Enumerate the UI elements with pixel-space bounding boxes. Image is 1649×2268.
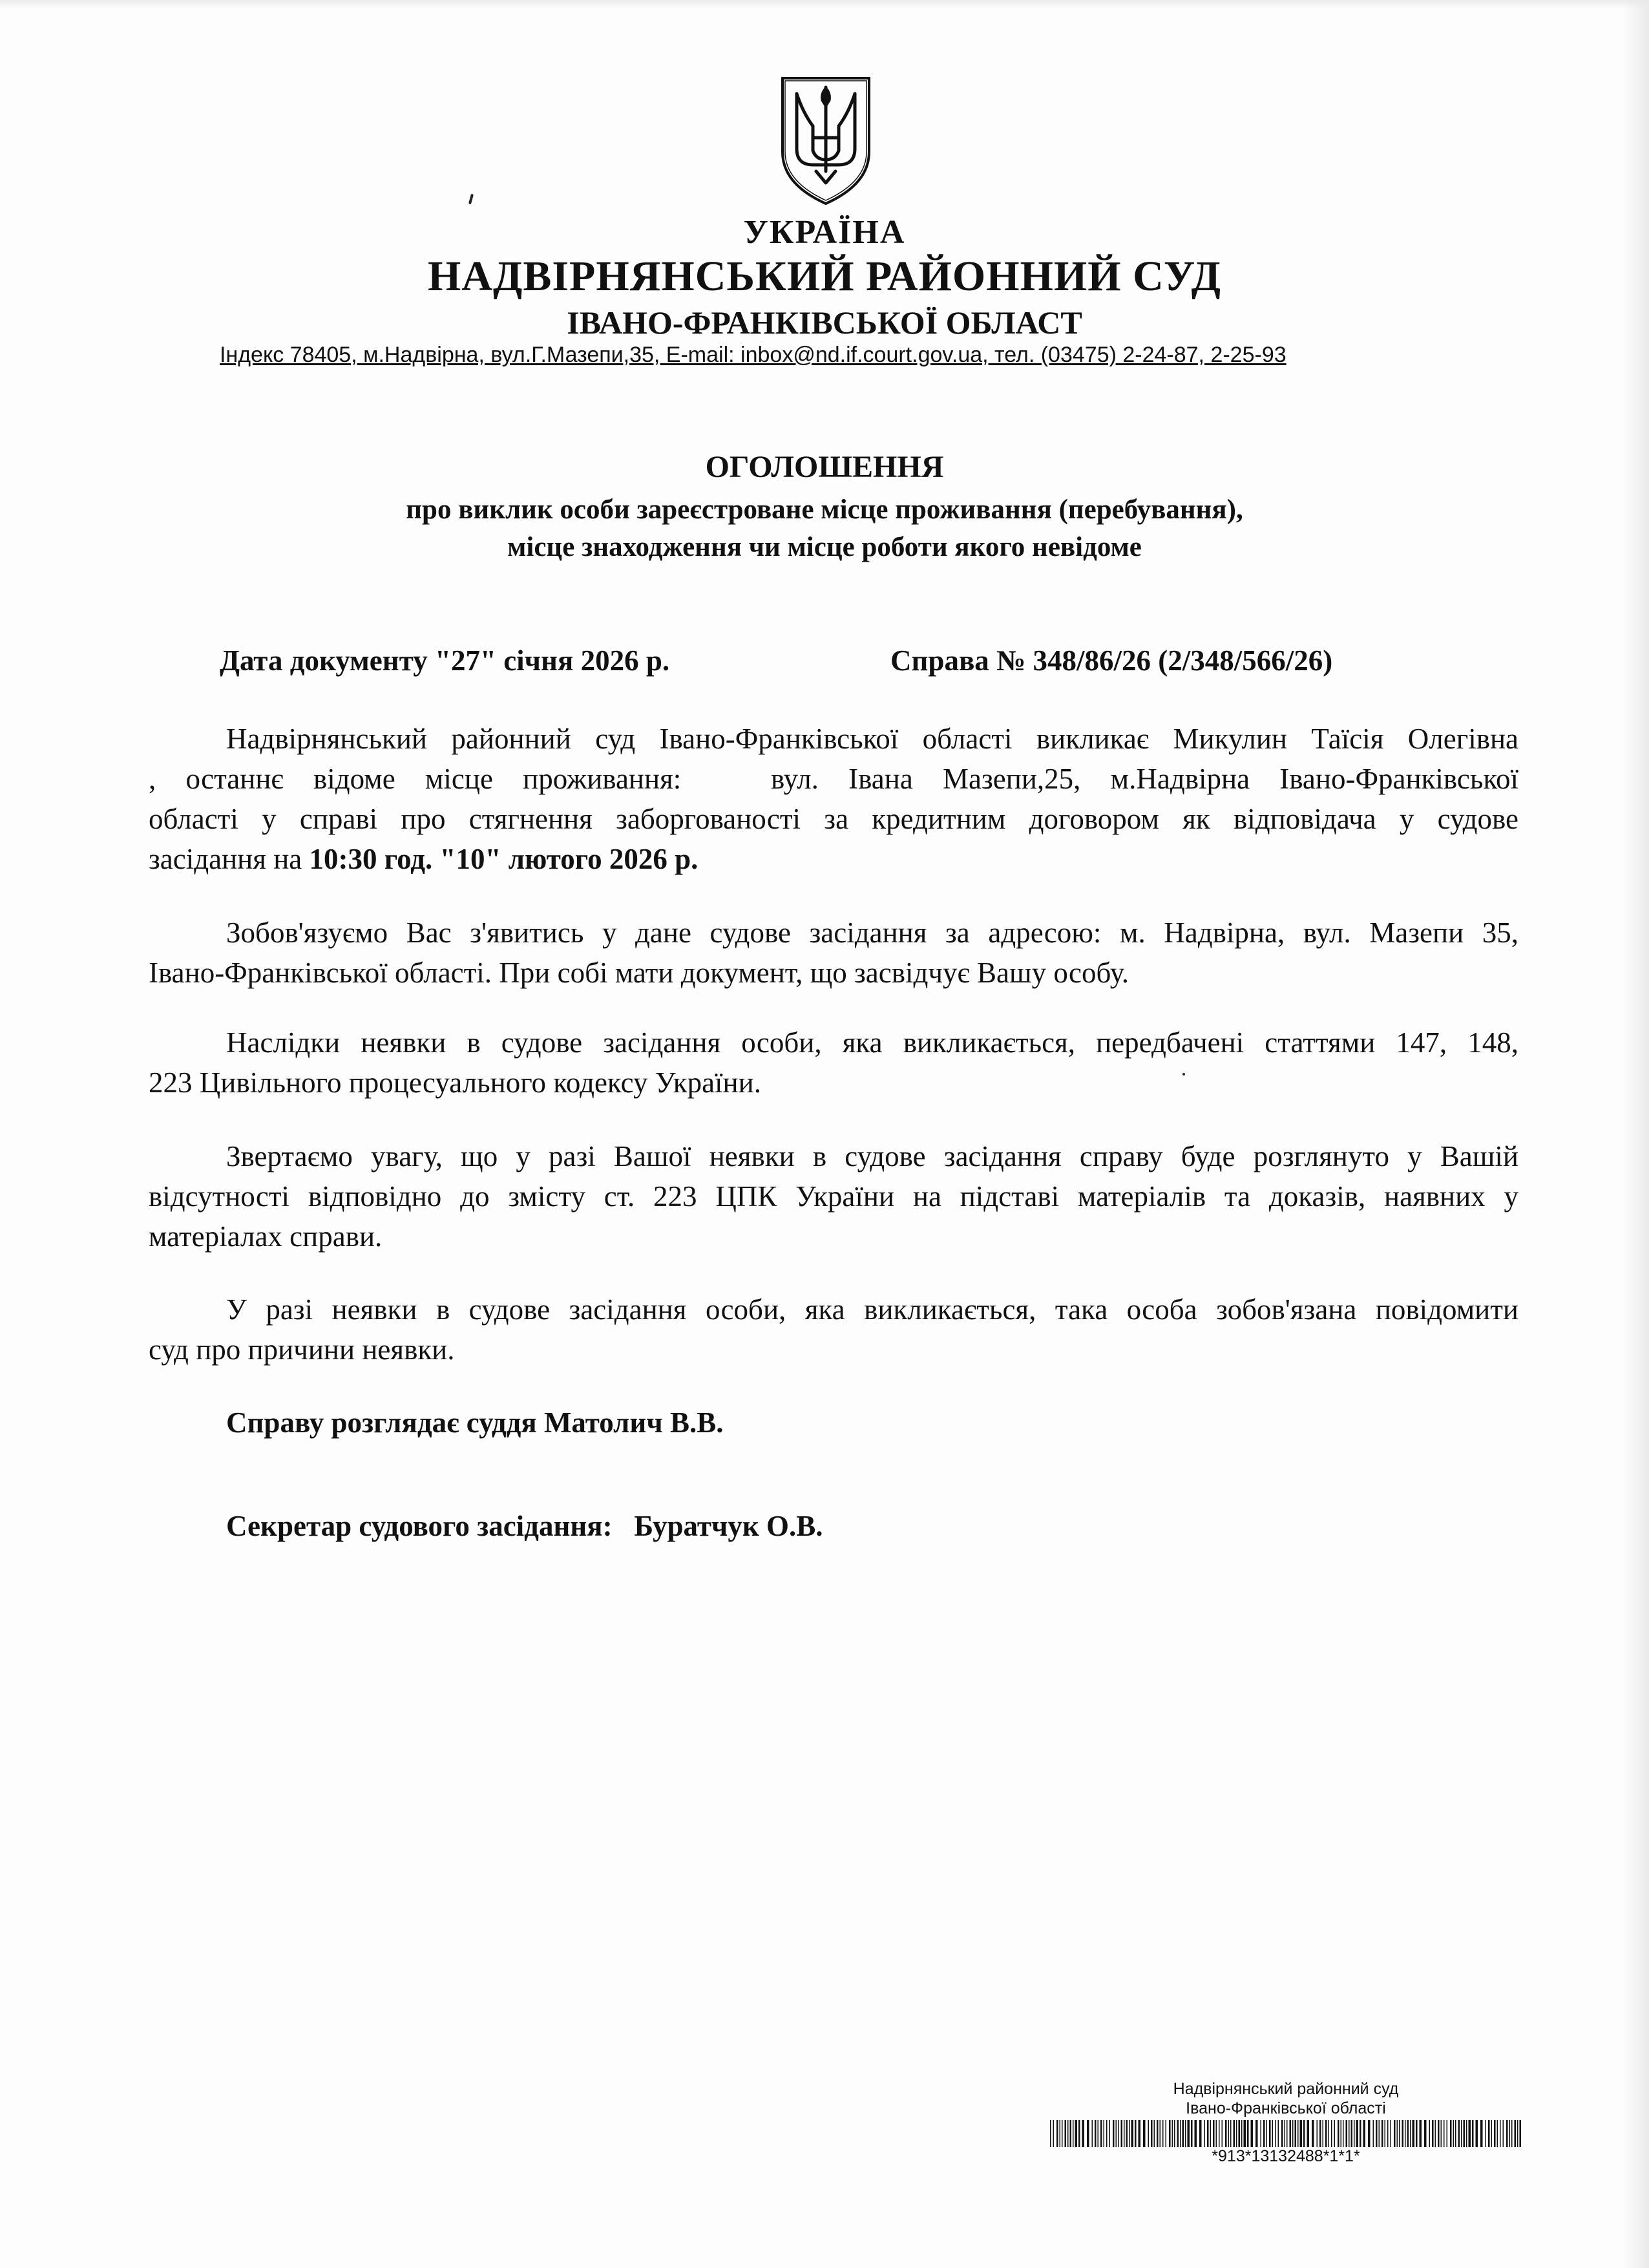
paragraph-line: 223 Цивільного процесуального кодексу України. [149, 1066, 761, 1099]
barcode-bar [1469, 2120, 1471, 2147]
trident-coat-of-arms-icon [777, 74, 874, 207]
barcode-bar [1438, 2120, 1440, 2147]
barcode-bar [1050, 2120, 1051, 2147]
barcode-bar [1078, 2120, 1080, 2147]
notice-subtitle-line: місце знаходження чи місце роботи якого невідоме [507, 532, 1142, 562]
court-contacts: Індекс 78405, м.Надвірна, вул.Г.Мазепи,35, E-mail: inbox@nd.if.court.gov.ua, тел. (03475) 2-24-87, 2-25-93 [220, 343, 1287, 367]
barcode-bar [1303, 2120, 1305, 2147]
barcode-bar [1420, 2120, 1422, 2147]
barcode-bar [1104, 2120, 1105, 2147]
barcode-bar [1399, 2120, 1400, 2147]
scan-edge-top [0, 0, 1649, 9]
barcode-bar [1295, 2120, 1297, 2147]
barcode-bar [1073, 2120, 1074, 2147]
barcode-bar [1062, 2120, 1063, 2147]
barcode-bar [1266, 2120, 1268, 2147]
barcode-bar [1160, 2120, 1161, 2147]
barcode-bar [1166, 2120, 1167, 2147]
barcode-bar [1131, 2120, 1134, 2147]
barcode-bar [1441, 2120, 1442, 2147]
barcode-bar [1278, 2120, 1279, 2147]
stamp-court-line: Надвірнянський районний суд [1173, 2080, 1399, 2098]
barcode-bar [1095, 2120, 1097, 2147]
barcode-bar [1520, 2120, 1522, 2147]
document-date: Дата документу "27" січня 2026 р. [220, 644, 670, 677]
barcode-bar [1075, 2120, 1078, 2147]
barcode-bar [1065, 2120, 1067, 2147]
barcode-bar [1429, 2120, 1431, 2147]
barcode-bar [1244, 2120, 1246, 2147]
notice-subtitle-line: про виклик особи зареєстроване місце проживання (перебування), [406, 494, 1243, 525]
barcode-bar [1346, 2120, 1348, 2147]
barcode-bar [1424, 2120, 1427, 2147]
summons-paragraph [149, 719, 1518, 879]
barcode-bar [1402, 2120, 1404, 2147]
barcode-bar [1285, 2120, 1286, 2147]
barcode-bar [1351, 2120, 1353, 2147]
barcode-bar [1269, 2120, 1271, 2147]
barcode-bar [1368, 2120, 1371, 2147]
barcode-bar [1234, 2120, 1235, 2147]
barcode-bar [1126, 2120, 1128, 2147]
barcode-bar [1407, 2120, 1409, 2147]
barcode-bar [1476, 2120, 1478, 2147]
barcode-bar [1098, 2120, 1099, 2147]
barcode-bar [1195, 2120, 1197, 2147]
barcode-bar [1515, 2120, 1517, 2147]
absence-paragraph [149, 1136, 1518, 1256]
barcode-bar [1070, 2120, 1072, 2147]
barcode-bar [1213, 2120, 1215, 2147]
paragraph-line: області у справі про стягнення заборгованості за кредитним договором як відповідача у судове [149, 803, 1518, 835]
barcode-bar [1458, 2120, 1460, 2147]
obligation-paragraph [149, 913, 1518, 993]
scan-speck [468, 194, 474, 204]
barcode-bar [1100, 2120, 1102, 2147]
paragraph-line: Звертаємо увагу, що у разі Вашої неявки в судове засідання справу буде розглянуто у Вашій [226, 1140, 1518, 1172]
barcode-bar [1162, 2120, 1164, 2147]
barcode-bar [1199, 2120, 1202, 2147]
country-heading: УКРАЇНА [743, 214, 906, 251]
consequences-paragraph [149, 1023, 1518, 1103]
barcode-bar [1272, 2120, 1274, 2147]
barcode-bar [1225, 2120, 1227, 2147]
barcode-bar [1373, 2120, 1374, 2147]
secretary-label: Секретар судового засідання: [226, 1510, 613, 1542]
barcode-bar [1182, 2120, 1184, 2147]
barcode-bar [1319, 2120, 1321, 2147]
barcode-bar [1292, 2120, 1294, 2147]
barcode-bar [1416, 2120, 1418, 2147]
barcode-bar [1124, 2120, 1125, 2147]
barcode-bar [1464, 2120, 1465, 2147]
barcode-number: *913*13132488*1*1* [1212, 2147, 1360, 2165]
barcode-bar [1413, 2120, 1415, 2147]
barcode-bar [1109, 2120, 1111, 2147]
barcode-bar [1287, 2120, 1288, 2147]
barcode-bar [1087, 2120, 1089, 2147]
barcode-bar [1491, 2120, 1493, 2147]
barcode-bar [1435, 2120, 1436, 2147]
stamp-court-line: Івано-Франківської області [1186, 2099, 1386, 2117]
secretary-name: Буратчук О.В. [634, 1510, 823, 1542]
barcode-bar [1177, 2120, 1179, 2147]
paragraph-line: суд про причини неявки. [149, 1333, 455, 1366]
barcode-bar [1488, 2120, 1490, 2147]
barcode-bar [1405, 2120, 1406, 2147]
barcode-bar [1397, 2120, 1398, 2147]
barcode-bar [1261, 2120, 1262, 2147]
barcode-bar [1247, 2120, 1249, 2147]
hearing-datetime: 10:30 год. "10" лютого 2026 р. [309, 843, 698, 875]
barcode-bar [1325, 2120, 1327, 2147]
barcode-bar [1281, 2120, 1283, 2147]
barcode-bar [1354, 2120, 1355, 2147]
notice-subtitle [0, 491, 1649, 566]
barcode-bar [1317, 2120, 1318, 2147]
barcode-bar [1239, 2120, 1241, 2147]
barcode-bar [1188, 2120, 1190, 2147]
barcode-bar [1480, 2120, 1483, 2147]
barcode-bar [1444, 2120, 1445, 2147]
notice-title: ОГОЛОШЕННЯ [705, 450, 944, 484]
barcode-bar [1185, 2120, 1186, 2147]
barcode-bar [1334, 2120, 1336, 2147]
barcode-bar [1067, 2120, 1069, 2147]
registration-stamp [1150, 2079, 1422, 2118]
barcode-bar [1251, 2120, 1254, 2147]
barcode-bar [1297, 2120, 1299, 2147]
barcode-bar [1053, 2120, 1055, 2147]
paragraph-line: відсутності відповідно до змісту ст. 223 ЦПК України на підставі матеріалів та доказів, наявних у [149, 1180, 1518, 1213]
barcode-bar [1432, 2120, 1434, 2147]
paragraph-line [149, 839, 1518, 879]
notification-paragraph [149, 1289, 1518, 1370]
barcode-bar [1360, 2120, 1361, 2147]
barcode-bar [1241, 2120, 1243, 2147]
barcode-bar [1135, 2120, 1137, 2147]
paragraph-line: , останнє відоме місце проживання: вул. Івана Мазепи,25, м.Надвірна Івано-Франківської [149, 763, 1518, 795]
barcode-bar [1511, 2120, 1513, 2147]
barcode-bar [1472, 2120, 1474, 2147]
region-heading: ІВАНО-ФРАНКІВСЬКОЇ ОБЛАСТ [567, 304, 1082, 341]
court-name-heading: НАДВІРНЯНСЬКИЙ РАЙОННИЙ СУД [427, 253, 1222, 300]
barcode-bar [1148, 2120, 1150, 2147]
barcode-bar [1151, 2120, 1153, 2147]
barcode-bar [1394, 2120, 1396, 2147]
barcode-bar [1121, 2120, 1123, 2147]
barcode-bar [1180, 2120, 1181, 2147]
barcode-bar [1455, 2120, 1456, 2147]
barcode-bar [1157, 2120, 1159, 2147]
barcode-bar [1341, 2120, 1342, 2147]
barcode-bar [1453, 2120, 1455, 2147]
barcode-bar [1113, 2120, 1115, 2147]
barcode-bar [1410, 2120, 1411, 2147]
barcode-bar [1381, 2120, 1383, 2147]
barcode-bar [1486, 2120, 1487, 2147]
barcode-bar [1172, 2120, 1173, 2147]
barcode-bar [1116, 2120, 1117, 2147]
barcode [1050, 2120, 1522, 2147]
barcode-bar [1143, 2120, 1146, 2147]
hearing-prefix: засідання на [149, 843, 310, 875]
barcode-bar [1300, 2120, 1303, 2147]
barcode-bar [1222, 2120, 1223, 2147]
barcode-bar [1169, 2120, 1171, 2147]
barcode-bar [1506, 2120, 1508, 2147]
barcode-bar [1307, 2120, 1310, 2147]
barcode-bar [1503, 2120, 1504, 2147]
barcode-bar [1517, 2120, 1518, 2147]
barcode-bar [1275, 2120, 1276, 2147]
barcode-bar [1216, 2120, 1217, 2147]
barcode-bar [1450, 2120, 1452, 2147]
barcode-bar [1387, 2120, 1389, 2147]
barcode-bar [1312, 2120, 1314, 2147]
barcode-bar [1207, 2120, 1209, 2147]
barcode-bar [1376, 2120, 1378, 2147]
paragraph-line: Івано-Франківської області. При собі мати документ, що засвідчує Вашу особу. [149, 957, 1129, 989]
barcode-bar [1363, 2120, 1366, 2147]
barcode-bar [1210, 2120, 1212, 2147]
barcode-bar [1228, 2120, 1230, 2147]
barcode-bar [1204, 2120, 1206, 2147]
judge-line: Справу розглядає суддя Матолич В.В. [226, 1406, 724, 1439]
barcode-bar [1290, 2120, 1292, 2147]
paragraph-line: Надвірнянський районний суд Івано-Франківської області викликає Микулин Таїсія Олегівна [226, 723, 1518, 755]
barcode-bar [1494, 2120, 1496, 2147]
barcode-bar [1092, 2120, 1093, 2147]
paragraph-line: Зобов'язуємо Вас з'явитись у дане судове засідання за адресою: м. Надвірна, вул. Мазепи 35, [226, 917, 1518, 949]
barcode-bar [1174, 2120, 1175, 2147]
case-number: Справа № 348/86/26 (2/348/566/26) [890, 644, 1333, 677]
barcode-bar [1338, 2120, 1339, 2147]
barcode-bar [1447, 2120, 1448, 2147]
barcode-bar [1219, 2120, 1220, 2147]
paragraph-line: У разі неявки в судове засідання особи, яка викликається, така особа зобов'язана повідомити [226, 1293, 1518, 1326]
barcode-bar [1060, 2120, 1061, 2147]
barcode-bar [1154, 2120, 1155, 2147]
barcode-bar [1356, 2120, 1359, 2147]
barcode-bar [1191, 2120, 1193, 2147]
barcode-bar [1236, 2120, 1237, 2147]
barcode-bar [1118, 2120, 1119, 2147]
barcode-bar [1082, 2120, 1085, 2147]
barcode-bar [1331, 2120, 1332, 2147]
barcode-bar [1255, 2120, 1258, 2147]
barcode-bar [1379, 2120, 1380, 2147]
barcode-bar [1349, 2120, 1350, 2147]
barcode-bar [1056, 2120, 1058, 2147]
barcode-bar [1461, 2120, 1462, 2147]
paragraph-line: Наслідки неявки в судове засідання особи, яка викликається, передбачені статтями 147, 148, [226, 1026, 1518, 1059]
barcode-bar [1500, 2120, 1501, 2147]
barcode-bar [1497, 2120, 1498, 2147]
barcode-bar [1329, 2120, 1330, 2147]
barcode-bar [1106, 2120, 1108, 2147]
barcode-bar [1466, 2120, 1467, 2147]
barcode-bar [1230, 2120, 1232, 2147]
barcode-bar [1509, 2120, 1511, 2147]
barcode-bar [1385, 2120, 1386, 2147]
barcode-bar [1263, 2120, 1265, 2147]
barcode-bar [1391, 2120, 1392, 2147]
barcode-bar [1343, 2120, 1344, 2147]
barcode-bar [1129, 2120, 1130, 2147]
barcode-bar [1323, 2120, 1324, 2147]
paragraph-line: матеріалах справи. [149, 1220, 383, 1253]
barcode-bar [1139, 2120, 1141, 2147]
secretary-line [226, 1509, 823, 1543]
